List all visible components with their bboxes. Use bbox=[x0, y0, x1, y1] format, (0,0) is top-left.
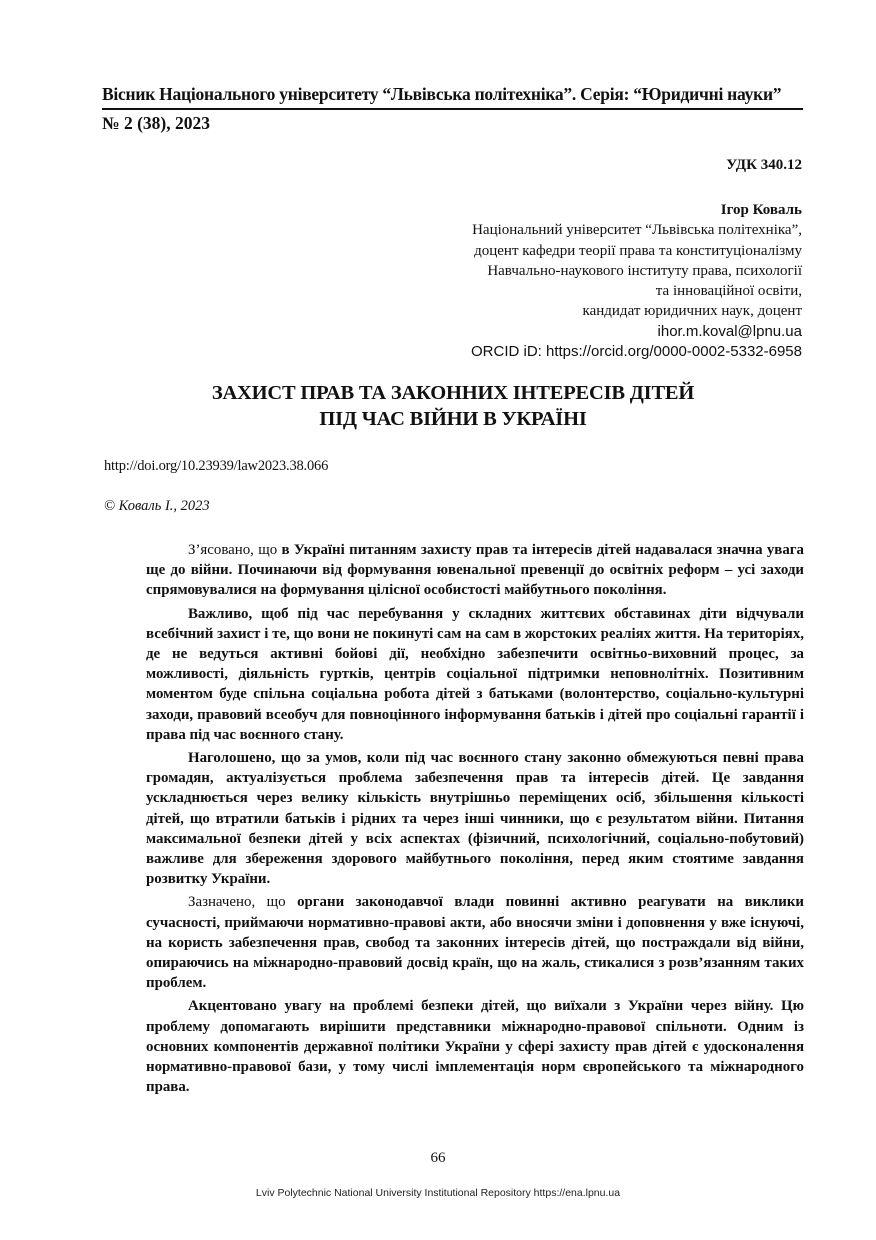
header-rule bbox=[102, 108, 803, 110]
abstract-paragraph-3: Наголошено, що за умов, коли під час воєнного стану законно обмежуються певні права громадян, актуалізується проблема забезпечення прав та інтересів дітей. Це завдання ускладнюється через велику кількість внутрішньо переміщених осіб, збільшення кількості дітей, що втратили батьків і рідних та через інші чинники, що є результатом війни. Питання максимальної безпеки дітей у всіх аспектах (фізичний, психологічний, соціально-побутовий) важливе для збереження здорового майбутнього покоління, перед яким стоятиме завдання розвитку України. bbox=[146, 750, 804, 888]
author-block bbox=[302, 200, 802, 362]
paragraph-body: органи законодавчої влади повинні активно реагувати на виклики сучасності, приймаючи нормативно-правові акти, або вносячи зміни і доповнення у вже існуючі, на користь забезпечення прав, свобод та законних інтересів дітей, що постраждали від війни, опираючись на міжнародно-правовий досвід країн, що на жаль, стикалися з розв’язанням таких проблем. bbox=[146, 894, 805, 992]
paragraph-body: в Україні питанням захисту прав та інтересів дітей надавалася значна увага ще до війни. Починаючи від формування ювенальної превенції до освітніх реформ – усі заходи спрямовувалися на формування цілісної особистості майбутнього покоління. bbox=[146, 542, 804, 599]
abstract-paragraph-2: Важливо, щоб під час перебування у складних життєвих обставинах діти відчували всебічний захист і те, що вони не покинуті сам на сам в жорстоких реаліях життя. На територіях, де не ведуться активні бойові дії, необхідно забезпечити освітньо-виховний процес, за можливості, діяльність гуртків, центрів соціальної підтримки неповнолітніх. Позитивним моментом буде спільна соціальна робота дітей з батьками (волонтерство, соціально-культурні заходи, правовий всеобуч для повноцінного інформування батьків і дітей про соціальні гарантії і права під час воєнного стану. bbox=[146, 605, 804, 743]
affiliation-line: доцент кафедри теорії права та конституціоналізму bbox=[474, 242, 802, 259]
affiliation-line: Національний університет “Львівська політехніка”, bbox=[472, 222, 802, 239]
paragraph-lead: З’ясовано, що bbox=[188, 542, 282, 558]
repository-footer: Lviv Polytechnic National University Institutional Repository https://ena.lpnu.ua bbox=[255, 1187, 621, 1199]
title-line: ЗАХИСТ ПРАВ ТА ЗАКОННИХ ІНТЕРЕСІВ ДІТЕЙ bbox=[211, 382, 695, 404]
doi-link[interactable]: http://doi.org/10.23939/law2023.38.066 bbox=[104, 458, 329, 474]
abstract-paragraph-1 bbox=[146, 540, 804, 601]
journal-title: Вісник Національного університету “Львівська політехніка”. Серія: “Юридичні науки” bbox=[102, 84, 782, 104]
copyright-notice: © Коваль І., 2023 bbox=[104, 498, 210, 514]
abstract-paragraph-5: Акцентовано увагу на проблемі безпеки дітей, що виїхали з України через війну. Цю проблему допомагають вирішити представники міжнародно-правової спільноти. Одним із основних компонентів державної політики України у сфері захисту прав дітей є удосконалення нормативно-правової бази, у тому числі імплементація норм європейського та міжнародного права. bbox=[146, 998, 804, 1096]
affiliation-line: кандидат юридичних наук, доцент bbox=[582, 303, 802, 320]
abstract-paragraph-4 bbox=[146, 892, 804, 993]
page-number: 66 bbox=[430, 1150, 446, 1166]
orcid-link[interactable]: ORCID iD: https://orcid.org/0000-0002-5332-6958 bbox=[470, 343, 802, 361]
issue-number: № 2 (38), 2023 bbox=[102, 113, 210, 133]
article-title bbox=[100, 380, 806, 432]
udk-code: УДК 340.12 bbox=[726, 157, 802, 173]
affiliation-line: Навчально-наукового інституту права, психології bbox=[487, 262, 802, 279]
abstract bbox=[146, 540, 804, 1100]
author-email-link[interactable]: ihor.m.koval@lpnu.ua bbox=[657, 322, 802, 340]
paragraph-lead: Зазначено, що bbox=[188, 894, 298, 911]
affiliation-line: та інноваційної освіти, bbox=[655, 283, 802, 300]
author-name: Ігор Коваль bbox=[720, 202, 802, 218]
title-line: ПІД ЧАС ВІЙНИ В УКРАЇНІ bbox=[319, 408, 587, 430]
